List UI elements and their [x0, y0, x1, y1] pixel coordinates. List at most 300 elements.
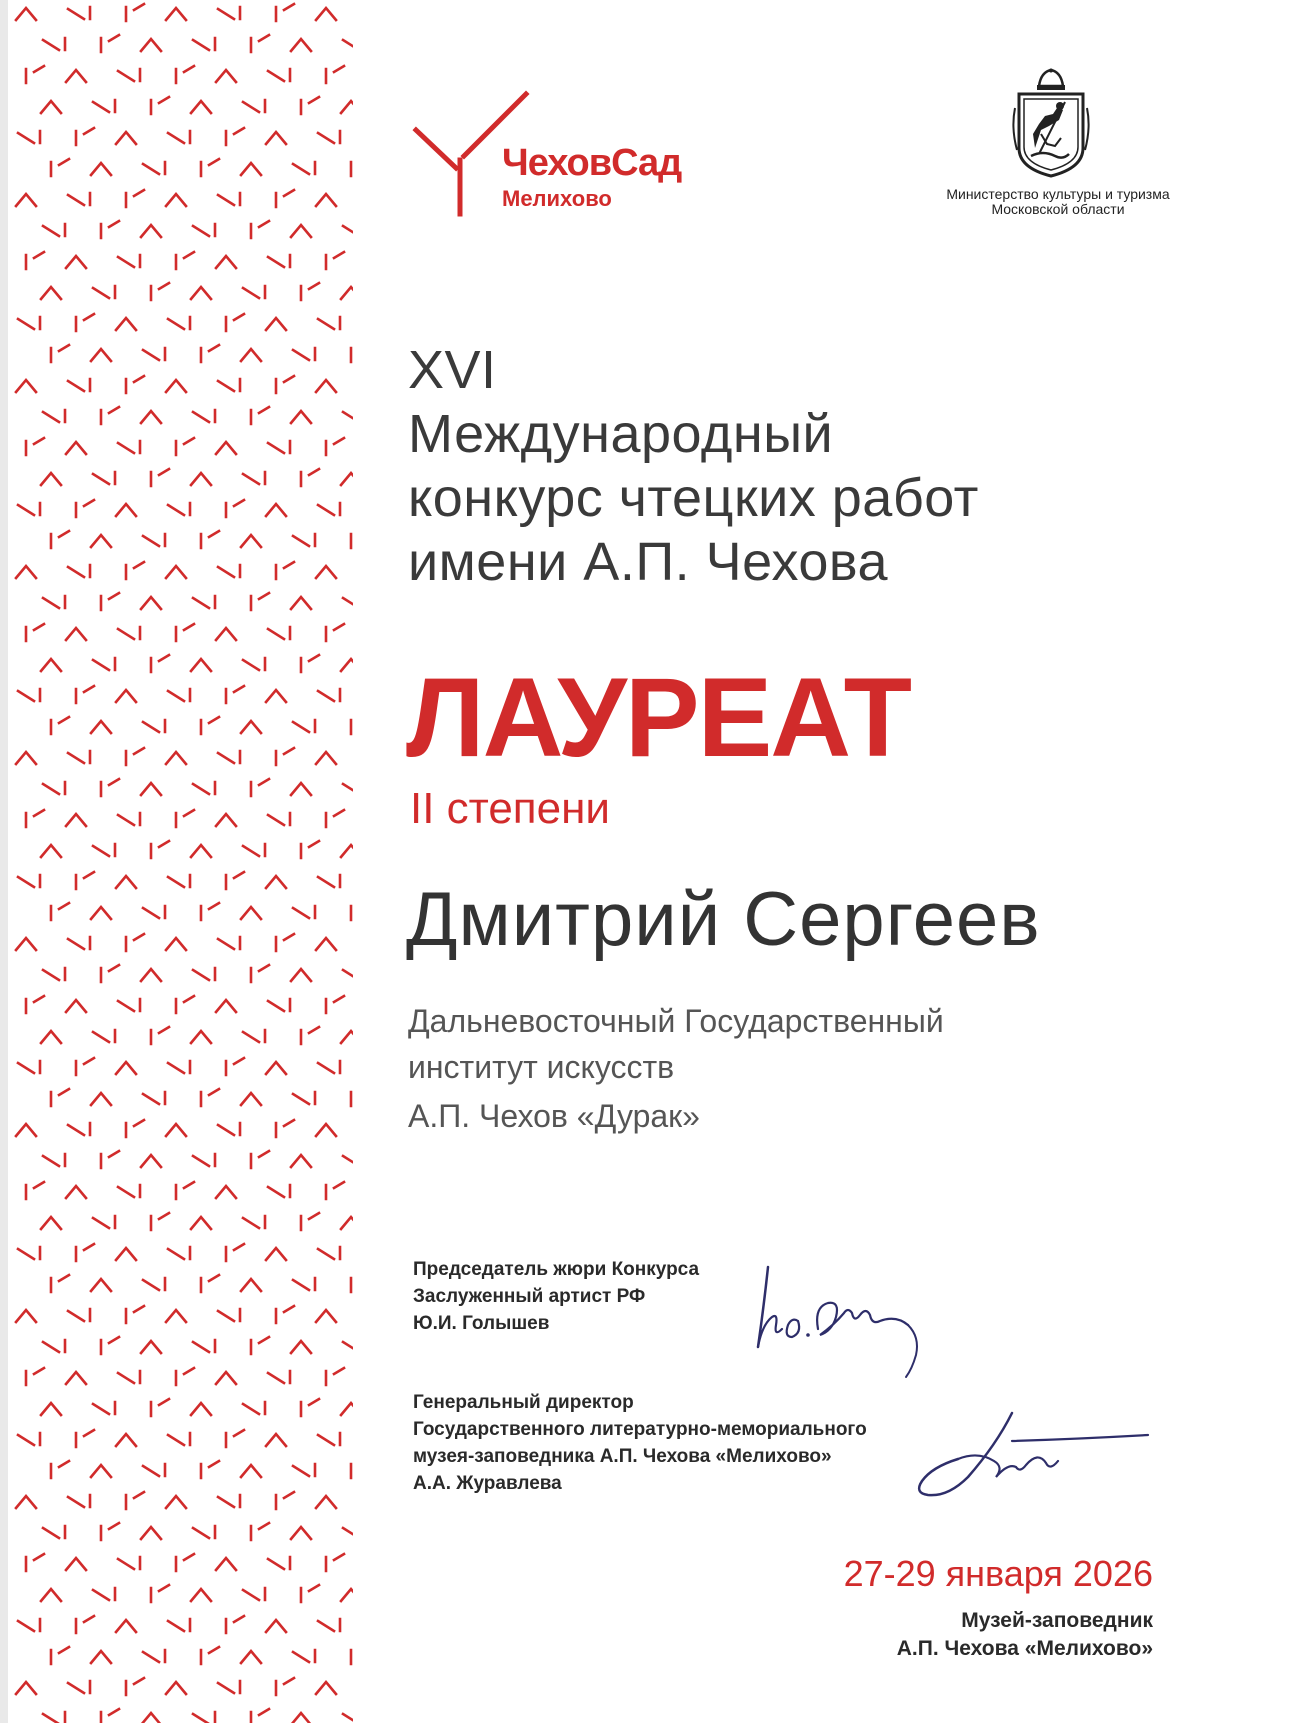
- pattern-dash-mark: [143, 1650, 165, 1662]
- pattern-dash-mark: [76, 686, 94, 703]
- pattern-dash-mark: [191, 101, 211, 113]
- pattern-dash-mark: [66, 1000, 86, 1012]
- pattern-dash-mark: [126, 934, 144, 951]
- pattern-dash-mark: [243, 1030, 265, 1042]
- pattern-dash-mark: [16, 566, 36, 578]
- pattern-dash-mark: [176, 252, 194, 269]
- pattern-dash-mark: [243, 1402, 265, 1414]
- pattern-dash-mark: [41, 101, 61, 113]
- pattern-dash-mark: [26, 252, 44, 269]
- contest-title: [408, 338, 1208, 594]
- pattern-dash-mark: [191, 845, 211, 857]
- pattern-dash-mark: [66, 1372, 86, 1384]
- pattern-dash-mark: [118, 999, 140, 1011]
- pattern-dash-mark: [51, 1461, 69, 1478]
- pattern-dash-mark: [126, 1306, 144, 1323]
- pattern-dash-mark: [351, 531, 353, 548]
- pattern-dash-mark: [241, 1651, 261, 1663]
- pattern-dash-mark: [151, 655, 169, 672]
- pattern-dash-mark: [41, 1403, 61, 1415]
- pattern-dash-mark: [93, 1588, 115, 1600]
- pattern-dash-mark: [341, 845, 353, 857]
- pattern-dash-mark: [251, 35, 269, 52]
- pattern-dash-mark: [351, 1089, 353, 1106]
- pattern-dash-mark: [126, 376, 144, 393]
- pattern-dash-mark: [251, 1523, 269, 1540]
- pattern-dash-mark: [226, 128, 244, 145]
- director-line2: Государственного литературно-мемориального: [413, 1419, 867, 1440]
- pattern-dash-mark: [76, 1244, 94, 1261]
- pattern-dash-mark: [191, 1217, 211, 1229]
- pattern-dash-mark: [266, 504, 286, 516]
- pattern-dash-mark: [251, 1151, 269, 1168]
- pattern-dash-mark: [126, 1678, 144, 1695]
- pattern-dash-mark: [151, 1027, 169, 1044]
- pattern-dash-mark: [43, 410, 65, 422]
- pattern-dash-mark: [176, 66, 194, 83]
- pattern-dash-mark: [68, 565, 90, 577]
- pattern-dash-mark: [176, 996, 194, 1013]
- pattern-dash-mark: [116, 132, 136, 144]
- pattern-dash-mark: [326, 1554, 344, 1571]
- director-line1: Генеральный директор: [413, 1392, 634, 1413]
- pattern-dash-mark: [16, 938, 36, 950]
- pattern-dash-mark: [51, 159, 69, 176]
- pattern-dash-mark: [341, 659, 353, 671]
- pattern-dash-mark: [141, 411, 161, 423]
- pattern-dash-mark: [101, 1709, 119, 1723]
- pattern-dash-mark: [93, 1030, 115, 1042]
- pattern-dash-mark: [218, 7, 240, 19]
- pattern-dash-mark: [41, 287, 61, 299]
- pattern-dash-mark: [266, 876, 286, 888]
- pattern-dash-mark: [126, 1120, 144, 1137]
- pattern-dash-mark: [126, 190, 144, 207]
- pattern-dash-mark: [101, 221, 119, 238]
- pattern-dash-mark: [101, 593, 119, 610]
- pattern-dash-mark: [66, 70, 86, 82]
- pattern-dash-mark: [301, 1399, 319, 1416]
- pattern-dash-mark: [191, 659, 211, 671]
- pattern-dash-mark: [226, 686, 244, 703]
- pattern-dash-mark: [151, 1585, 169, 1602]
- pattern-dash-mark: [218, 565, 240, 577]
- pattern-dash-mark: [268, 441, 290, 453]
- institution-line1: Дальневосточный Государственный: [408, 1003, 944, 1039]
- pattern-dash-mark: [143, 1092, 165, 1104]
- pattern-dash-mark: [116, 876, 136, 888]
- pattern-dash-mark: [318, 1061, 340, 1073]
- venue-line1: Музей-заповедник: [961, 1609, 1153, 1632]
- pattern-dash-mark: [218, 751, 240, 763]
- pattern-dash-mark: [301, 1585, 319, 1602]
- pattern-dash-mark: [251, 1337, 269, 1354]
- pattern-dash-mark: [93, 100, 115, 112]
- pattern-dash-mark: [91, 1465, 111, 1477]
- pattern-dash-mark: [76, 1430, 94, 1447]
- pattern-dash-mark: [151, 1399, 169, 1416]
- pattern-dash-mark: [241, 1279, 261, 1291]
- pattern-dash-mark: [76, 872, 94, 889]
- recipient-institution: [408, 998, 1168, 1090]
- pattern-dash-mark: [326, 624, 344, 641]
- pattern-dash-mark: [251, 407, 269, 424]
- pattern-dash-mark: [291, 1527, 311, 1539]
- pattern-dash-mark: [316, 380, 336, 392]
- pattern-dash-mark: [241, 1093, 261, 1105]
- pattern-dash-mark: [26, 438, 44, 455]
- pattern-dash-mark: [276, 934, 294, 951]
- ministry-line1: Министерство культуры и туризма: [946, 186, 1170, 202]
- pattern-dash-mark: [101, 1151, 119, 1168]
- pattern-dash-mark: [91, 163, 111, 175]
- pattern-dash-mark: [41, 1589, 61, 1601]
- pattern-dash-mark: [168, 1433, 190, 1445]
- event-dates: 27-29 января 2026: [843, 1553, 1153, 1594]
- pattern-dash-mark: [91, 1279, 111, 1291]
- pattern-dash-mark: [93, 844, 115, 856]
- pattern-dash-mark: [51, 1089, 69, 1106]
- pattern-dash-mark: [343, 596, 353, 608]
- pattern-dash-mark: [141, 783, 161, 795]
- general-director-block: [413, 1389, 867, 1497]
- pattern-dash-mark: [41, 1217, 61, 1229]
- pattern-dash-mark: [76, 128, 94, 145]
- pattern-dash-mark: [241, 349, 261, 361]
- pattern-dash-mark: [41, 1031, 61, 1043]
- moscow-oblast-coat-of-arms-icon: [1011, 68, 1091, 180]
- pattern-dash-mark: [293, 1278, 315, 1290]
- pattern-dash-mark: [18, 1619, 40, 1631]
- pattern-dash-mark: [118, 627, 140, 639]
- pattern-dash-mark: [41, 473, 61, 485]
- chair-line3: Ю.И. Голышев: [413, 1313, 550, 1334]
- pattern-dash-mark: [168, 875, 190, 887]
- pattern-dash-mark: [118, 1185, 140, 1197]
- pattern-dash-mark: [191, 1403, 211, 1415]
- pattern-dash-mark: [66, 814, 86, 826]
- pattern-dash-mark: [341, 101, 353, 113]
- pattern-dash-mark: [166, 1496, 186, 1508]
- pattern-dash-mark: [276, 1678, 294, 1695]
- pattern-dash-mark: [343, 1712, 353, 1723]
- recipient-work: А.П. Чехов «Дурак»: [408, 1098, 700, 1134]
- pattern-dash-mark: [141, 225, 161, 237]
- logo-subtitle: Мелихово: [502, 186, 612, 211]
- pattern-dash-mark: [43, 968, 65, 980]
- pattern-dash-mark: [143, 534, 165, 546]
- pattern-dash-mark: [341, 1031, 353, 1043]
- pattern-dash-mark: [218, 1495, 240, 1507]
- pattern-dash-mark: [201, 345, 219, 362]
- pattern-dash-mark: [66, 1186, 86, 1198]
- pattern-dash-mark: [176, 624, 194, 641]
- pattern-dash-mark: [151, 1213, 169, 1230]
- pattern-dash-mark: [168, 1619, 190, 1631]
- pattern-dash-mark: [216, 628, 236, 640]
- pattern-dash-mark: [68, 193, 90, 205]
- pattern-dash-mark: [218, 1123, 240, 1135]
- pattern-dash-mark: [318, 875, 340, 887]
- pattern-dash-mark: [318, 503, 340, 515]
- pattern-dash-mark: [141, 1155, 161, 1167]
- pattern-dash-mark: [116, 504, 136, 516]
- pattern-dash-mark: [168, 1061, 190, 1073]
- pattern-dash-mark: [176, 810, 194, 827]
- pattern-dash-mark: [268, 1557, 290, 1569]
- pattern-dash-mark: [101, 35, 119, 52]
- pattern-dash-mark: [276, 1306, 294, 1323]
- pattern-dash-mark: [18, 131, 40, 143]
- pattern-dash-mark: [191, 1589, 211, 1601]
- pattern-dash-mark: [151, 469, 169, 486]
- pattern-dash-mark: [168, 1247, 190, 1259]
- pattern-icon: [8, 0, 353, 1723]
- pattern-dash-mark: [176, 438, 194, 455]
- pattern-dash-mark: [93, 1402, 115, 1414]
- pattern-dash-mark: [276, 190, 294, 207]
- pattern-dash-mark: [291, 1155, 311, 1167]
- pattern-dash-mark: [276, 562, 294, 579]
- pattern-dash-mark: [241, 721, 261, 733]
- pattern-dash-mark: [126, 562, 144, 579]
- pattern-dash-mark: [141, 1713, 161, 1723]
- pattern-dash-mark: [251, 593, 269, 610]
- pattern-dash-mark: [143, 162, 165, 174]
- pattern-dash-mark: [301, 97, 319, 114]
- pattern-dash-mark: [291, 39, 311, 51]
- pattern-dash-mark: [251, 779, 269, 796]
- pattern-dash-mark: [316, 1496, 336, 1508]
- pattern-dash-mark: [343, 1154, 353, 1166]
- pattern-dash-mark: [193, 224, 215, 236]
- pattern-dash-mark: [43, 596, 65, 608]
- pattern-dash-mark: [18, 875, 40, 887]
- pattern-dash-mark: [143, 720, 165, 732]
- pattern-dash-mark: [18, 1433, 40, 1445]
- chair-signature-icon: [748, 1255, 948, 1385]
- pattern-dash-mark: [118, 69, 140, 81]
- pattern-dash-mark: [293, 1092, 315, 1104]
- pattern-dash-mark: [151, 97, 169, 114]
- pattern-dash-mark: [216, 814, 236, 826]
- pattern-dash-mark: [166, 938, 186, 950]
- pattern-dash-mark: [51, 903, 69, 920]
- diploma-page: [8, 0, 1289, 1723]
- pattern-dash-mark: [226, 500, 244, 517]
- pattern-dash-mark: [266, 1248, 286, 1260]
- pattern-dash-mark: [143, 1464, 165, 1476]
- pattern-dash-mark: [226, 1058, 244, 1075]
- pattern-dash-mark: [351, 903, 353, 920]
- pattern-dash-mark: [318, 1619, 340, 1631]
- pattern-dash-mark: [276, 4, 294, 21]
- pattern-dash-mark: [201, 1089, 219, 1106]
- pattern-dash-mark: [193, 1340, 215, 1352]
- pattern-dash-mark: [91, 349, 111, 361]
- pattern-dash-mark: [126, 4, 144, 21]
- pattern-dash-mark: [326, 810, 344, 827]
- pattern-dash-mark: [216, 442, 236, 454]
- pattern-dash-mark: [218, 937, 240, 949]
- pattern-dash-mark: [66, 442, 86, 454]
- pattern-dash-mark: [76, 1058, 94, 1075]
- pattern-dash-mark: [243, 286, 265, 298]
- pattern-dash-mark: [66, 628, 86, 640]
- pattern-dash-mark: [243, 844, 265, 856]
- pattern-dash-mark: [251, 1709, 269, 1723]
- pattern-dash-mark: [326, 252, 344, 269]
- pattern-dash-mark: [266, 1062, 286, 1074]
- pattern-dash-mark: [326, 996, 344, 1013]
- contest-line4: имени А.П. Чехова: [408, 532, 889, 592]
- pattern-dash-mark: [168, 131, 190, 143]
- pattern-dash-mark: [76, 1616, 94, 1633]
- pattern-dash-mark: [18, 689, 40, 701]
- pattern-dash-mark: [26, 624, 44, 641]
- pattern-dash-mark: [293, 720, 315, 732]
- pattern-dash-mark: [193, 410, 215, 422]
- pattern-dash-mark: [316, 938, 336, 950]
- pattern-dash-mark: [43, 224, 65, 236]
- director-line4: А.А. Журавлева: [413, 1473, 562, 1494]
- pattern-dash-mark: [301, 841, 319, 858]
- pattern-dash-mark: [268, 999, 290, 1011]
- pattern-dash-mark: [91, 535, 111, 547]
- pattern-dash-mark: [218, 1681, 240, 1693]
- pattern-dash-mark: [243, 100, 265, 112]
- pattern-dash-mark: [166, 1124, 186, 1136]
- pattern-dash-mark: [41, 845, 61, 857]
- pattern-dash-mark: [118, 813, 140, 825]
- pattern-dash-mark: [301, 1213, 319, 1230]
- pattern-dash-mark: [191, 1031, 211, 1043]
- pattern-dash-mark: [326, 438, 344, 455]
- pattern-dash-mark: [191, 287, 211, 299]
- pattern-dash-mark: [216, 256, 236, 268]
- pattern-dash-mark: [43, 782, 65, 794]
- event-venue: [753, 1607, 1153, 1663]
- pattern-dash-mark: [76, 314, 94, 331]
- pattern-dash-mark: [216, 1186, 236, 1198]
- pattern-dash-mark: [166, 566, 186, 578]
- venue-line2: А.П. Чехова «Мелихово»: [896, 1637, 1153, 1660]
- pattern-dash-mark: [293, 162, 315, 174]
- pattern-dash-mark: [166, 194, 186, 206]
- pattern-dash-mark: [68, 1123, 90, 1135]
- pattern-dash-mark: [51, 1647, 69, 1664]
- pattern-dash-mark: [101, 1337, 119, 1354]
- pattern-dash-mark: [116, 1434, 136, 1446]
- pattern-dash-mark: [91, 907, 111, 919]
- pattern-dash-mark: [268, 69, 290, 81]
- pattern-dash-mark: [16, 1496, 36, 1508]
- pattern-dash-mark: [266, 1434, 286, 1446]
- pattern-dash-mark: [318, 1247, 340, 1259]
- pattern-dash-mark: [116, 1620, 136, 1632]
- pattern-dash-mark: [68, 7, 90, 19]
- award-degree: II степени: [410, 784, 610, 833]
- pattern-dash-mark: [201, 159, 219, 176]
- pattern-dash-mark: [351, 159, 353, 176]
- pattern-dash-mark: [351, 345, 353, 362]
- pattern-dash-mark: [251, 221, 269, 238]
- pattern-dash-mark: [316, 8, 336, 20]
- pattern-dash-mark: [201, 1461, 219, 1478]
- pattern-dash-mark: [91, 1093, 111, 1105]
- pattern-dash-mark: [291, 225, 311, 237]
- pattern-dash-mark: [318, 317, 340, 329]
- pattern-dash-mark: [301, 469, 319, 486]
- pattern-dash-mark: [341, 287, 353, 299]
- pattern-dash-mark: [76, 500, 94, 517]
- pattern-dash-mark: [243, 1216, 265, 1228]
- pattern-dash-mark: [151, 283, 169, 300]
- ministry-line2: Московской области: [991, 201, 1125, 217]
- pattern-dash-mark: [118, 1557, 140, 1569]
- pattern-dash-mark: [168, 317, 190, 329]
- pattern-dash-mark: [343, 1526, 353, 1538]
- pattern-dash-mark: [341, 473, 353, 485]
- pattern-dash-mark: [268, 255, 290, 267]
- director-line3: музея-заповедника А.П. Чехова «Мелихово»: [413, 1446, 832, 1467]
- pattern-dash-mark: [118, 441, 140, 453]
- pattern-dash-mark: [176, 1554, 194, 1571]
- pattern-dash-mark: [116, 1062, 136, 1074]
- pattern-dash-mark: [351, 717, 353, 734]
- pattern-dash-mark: [316, 752, 336, 764]
- pattern-dash-mark: [201, 1647, 219, 1664]
- pattern-dash-mark: [93, 1216, 115, 1228]
- pattern-dash-mark: [243, 472, 265, 484]
- pattern-dash-mark: [68, 379, 90, 391]
- pattern-dash-mark: [143, 348, 165, 360]
- pattern-dash-mark: [216, 1372, 236, 1384]
- pattern-dash-mark: [241, 535, 261, 547]
- pattern-dash-mark: [16, 752, 36, 764]
- pattern-dash-mark: [218, 1309, 240, 1321]
- pattern-dash-mark: [16, 194, 36, 206]
- pattern-dash-mark: [341, 1403, 353, 1415]
- pattern-dash-mark: [141, 39, 161, 51]
- pattern-dash-mark: [18, 317, 40, 329]
- pattern-dash-mark: [43, 1340, 65, 1352]
- pattern-dash-mark: [201, 1275, 219, 1292]
- pattern-dash-mark: [268, 1371, 290, 1383]
- pattern-dash-mark: [166, 8, 186, 20]
- jury-chair-block: [413, 1256, 699, 1337]
- pattern-dash-mark: [226, 872, 244, 889]
- pattern-dash-mark: [193, 1526, 215, 1538]
- pattern-dash-mark: [191, 473, 211, 485]
- pattern-dash-mark: [276, 748, 294, 765]
- pattern-dash-mark: [118, 1371, 140, 1383]
- pattern-dash-mark: [326, 1182, 344, 1199]
- ministry-name: [908, 187, 1208, 217]
- pattern-dash-mark: [291, 783, 311, 795]
- pattern-dash-mark: [43, 1526, 65, 1538]
- pattern-dash-mark: [166, 380, 186, 392]
- pattern-dash-mark: [16, 380, 36, 392]
- pattern-dash-mark: [251, 965, 269, 982]
- pattern-dash-mark: [68, 937, 90, 949]
- pattern-dash-mark: [343, 38, 353, 50]
- pattern-dash-mark: [201, 717, 219, 734]
- pattern-dash-mark: [141, 969, 161, 981]
- pattern-dash-mark: [291, 597, 311, 609]
- pattern-dash-mark: [18, 503, 40, 515]
- pattern-dash-mark: [116, 1248, 136, 1260]
